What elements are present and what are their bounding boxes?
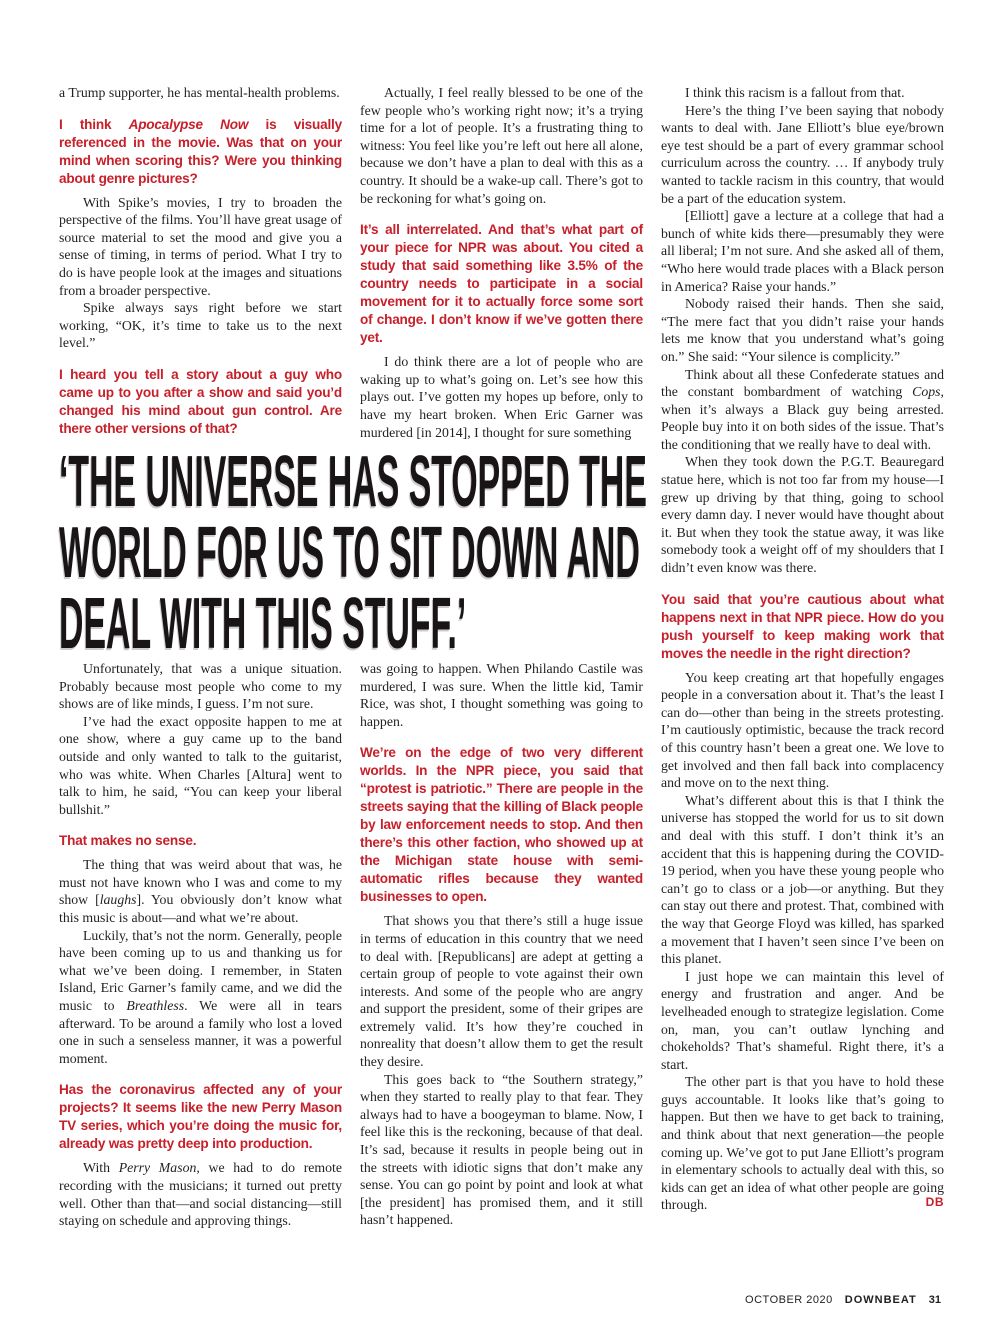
interview-answer: Unfortunately, that was a unique situation. Probably because most people who come to my shows are of like minds, I guess. I’m not sure. bbox=[59, 660, 342, 712]
interview-answer: Nobody raised their hands. Then she said, “The mere fact that you didn’t raise your hands lets me know that you understand what’s going on.” She said: “Your silence is complicity.” bbox=[661, 296, 944, 364]
pull-quote bbox=[59, 442, 647, 665]
interview-answer: Here’s the thing I’ve been saying that nobody wants to deal with. Jane Elliott’s blue eye/brown eye test should be a part of every grammar school curriculum across the country. … If anybody truly wanted to tackle racism in this country, that would be a part of the education system. bbox=[661, 102, 944, 206]
interview-answer: was going to happen. When Philando Castile was murdered, I was sure. When the little kid, Tamir Rice, was shot, I thought something was going to happen. bbox=[360, 660, 643, 729]
interview-answer: Actually, I feel really blessed to be one of the few people who’s working right now; it’s a trying time for a lot of people. It’s a frustrating thing to witness: You feel like you’re left out here all alone, because we don’t have a plan to deal with this as a country. It should be a wake-up call. There’s got to be reckoning for what’s going on. bbox=[360, 85, 643, 206]
footer bbox=[745, 1294, 941, 1306]
footer-issue-date: OCTOBER 2020 bbox=[745, 1294, 833, 1306]
interview-answer: a Trump supporter, he has mental-health problems. bbox=[59, 85, 340, 100]
column-1-top bbox=[59, 84, 342, 444]
interview-answer: Think about all these Confederate statues and the constant bombardment of watching Cops, when it’s always a Black guy being arrested. People buy into it on both sides of the issue. That’s the conditioning that we really have to deal with. bbox=[661, 366, 944, 452]
interview-answer: I do think there are a lot of people who are waking up to what’s going on. Let’s see how this plays out. I’ve gotten my hopes up before, only to have my heart broken. When Eric Garner was murdered [in 2014], I thought for sure something bbox=[360, 354, 643, 440]
interview-answer: With Perry Mason, we had to do remote recording with the musicians; it turned out pretty well. Other than that—and social distancing—still staying on schedule and approving things. bbox=[59, 1160, 343, 1229]
interview-answer: That shows you that there’s still a huge issue in terms of education in this country that we need to deal with. [Republicans] are adept at getting a certain group of people to vote against their own interests. And some of the people who are angry and support the president, some of their gripes are extremely valid. It’s how they’re couched in nonreality that doesn’t allow them to get the result they desire. bbox=[360, 913, 643, 1070]
interview-answer: With Spike’s movies, I try to broaden the perspective of the films. You’ll have great usage of source material to set the mood and give you a sense of timing, in terms of period. What I try to do is have people look at the images and situations from a broader perspective. bbox=[59, 194, 342, 298]
interview-answer: Spike always says right before we start working, “OK, it’s time to take us to the next level.” bbox=[59, 300, 342, 351]
interview-answer: [Elliott] gave a lecture at a college that had a bunch of white kids there—presumably they were all liberal; I’m not sure. And she asked all of them, “Who here would trade places with a Black person in America? Raise your hands.” bbox=[661, 208, 944, 294]
interview-question: That makes no sense. bbox=[59, 833, 197, 849]
interview-answer: I just hope we can maintain this level of energy and frustration and anger. And be levelheaded enough to strategize legislation. Come on, man, you can’t outlaw lynching and chokeholds? That’s shameful. Right there, it’s a start. bbox=[661, 968, 944, 1072]
column-1-bottom bbox=[59, 660, 342, 1230]
interview-answer: What’s different about this is that I think the universe has stopped the world for us to sit down and deal with this stuff. I don’t think it’s an accident that this is happening during the COVID-19 period, when you have these young people who can’t go to class or a job—or anything. But they can stay out there and protest. That, combined with the way that George Floyd was killed, has sparked a movement that I haven’t seen since I’ve been on this planet. bbox=[661, 792, 944, 967]
column-2-bottom bbox=[360, 660, 643, 1230]
interview-answer: When they took down the P.G.T. Beauregard statue here, which is not too far from my house—I grew up driving by that thing, going to school every damn day. I never would have thought about it. But when they took the statue away, it was like somebody took a weight off of my shoulders that I didn’t even know was there. bbox=[661, 454, 944, 576]
column-3 bbox=[661, 84, 944, 1230]
interview-question: We’re on the edge of two very different worlds. In the NPR piece, you said that “protest is patriotic.” There are people in the streets saying that the killing of Black people by law enforcement needs to stop. And then there’s this other faction, who showed up at the Michigan state house with semi-automatic rifles because they wanted businesses to open. bbox=[360, 745, 643, 905]
pull-quote-line: WORLD FOR US TO SIT DOWN AND bbox=[59, 513, 640, 594]
footer-page-number: 31 bbox=[928, 1294, 941, 1306]
interview-answer: Luckily, that’s not the norm. Generally, people have been coming up to us and thanking us for what we’ve been doing. I remember, in Staten Island, Eric Garner’s family came, and we did the music to Breathless. We were all in tears afterward. To be around a family who lost a loved one in such a senseless manner, it was a powerful moment. bbox=[59, 927, 342, 1066]
interview-answer: This goes back to “the Southern strategy,” when they started to really play to that fear. They always had to have a boogeyman to blame. Now, I feel like this is the reckoning, because of that deal. It’s sad, because it results in people being out in the streets with idiotic signs that don’t make any sense. You can go point by point and look at what [the president] has promised them, and it still hasn’t happened. bbox=[360, 1071, 643, 1228]
interview-question: It’s all interrelated. And that’s what part of your piece for NPR was about. You cited a study that said something like 3.5% of the country needs to participate in a social movement for it to actually force some sort of change. I don’t know if we’ve gotten there yet. bbox=[360, 222, 643, 346]
column-2-top bbox=[360, 84, 643, 444]
interview-question: You said that you’re cautious about what happens next in that NPR piece. How do you push yourself to keep making work that moves the needle in the right direction? bbox=[661, 591, 944, 661]
interview-answer: The thing that was weird about that was, he must not have known who I was and come to my show [laughs]. You obviously don’t know what this music is about—and what we’re about. bbox=[59, 857, 342, 926]
final-answer-text: The other part is that you have to hold these guys accountable. It looks like that’s going to happen. But then we have to get back to training, and think about that next generation—the people coming up. We’ve got to put Jane Elliott’s program in elementary schools to actually deal with this, so kids can get an idea of what other people are going through. bbox=[661, 1074, 944, 1213]
pull-quote-line: DEAL WITH THIS STUFF.’ bbox=[59, 584, 467, 665]
interview-question: I think Apocalypse Now is visually referenced in the movie. Was that on your mind when scoring this? Were you thinking about genre pictures? bbox=[59, 116, 342, 186]
interview-question: I heard you tell a story about a guy who came up to you after a show and said you’d changed his mind about gun control. Are there other versions of that? bbox=[59, 366, 342, 436]
footer-magazine-name: DOWNBEAT bbox=[844, 1294, 917, 1306]
article-columns bbox=[59, 84, 944, 1230]
pull-quote-line: ‘THE UNIVERSE HAS STOPPED THE bbox=[59, 442, 647, 523]
db-end-sigil: DB bbox=[925, 1195, 944, 1210]
interview-answer-final bbox=[661, 1073, 944, 1214]
interview-answer: I’ve had the exact opposite happen to me at one show, where a guy came up to the band outside and only wanted to talk to the guitarist, who was white. When Charles [Altura] went to talk to him, he said, “You can keep your liberal bullshit.” bbox=[59, 713, 342, 817]
interview-question: Has the coronavirus affected any of your projects? It seems like the new Perry Mason TV series, which you’re doing the music for, already was pretty deep into production. bbox=[59, 1082, 342, 1152]
interview-answer: I think this racism is a fallout from that. bbox=[685, 85, 905, 100]
interview-answer: You keep creating art that hopefully engages people in a conversation about it. That’s the least I can do—other than being in the streets protesting. I’m cautiously optimistic, because the track record of this country hasn’t been a great one. We love to get involved and then fall back into complacency and move on to the next thing. bbox=[661, 669, 944, 791]
